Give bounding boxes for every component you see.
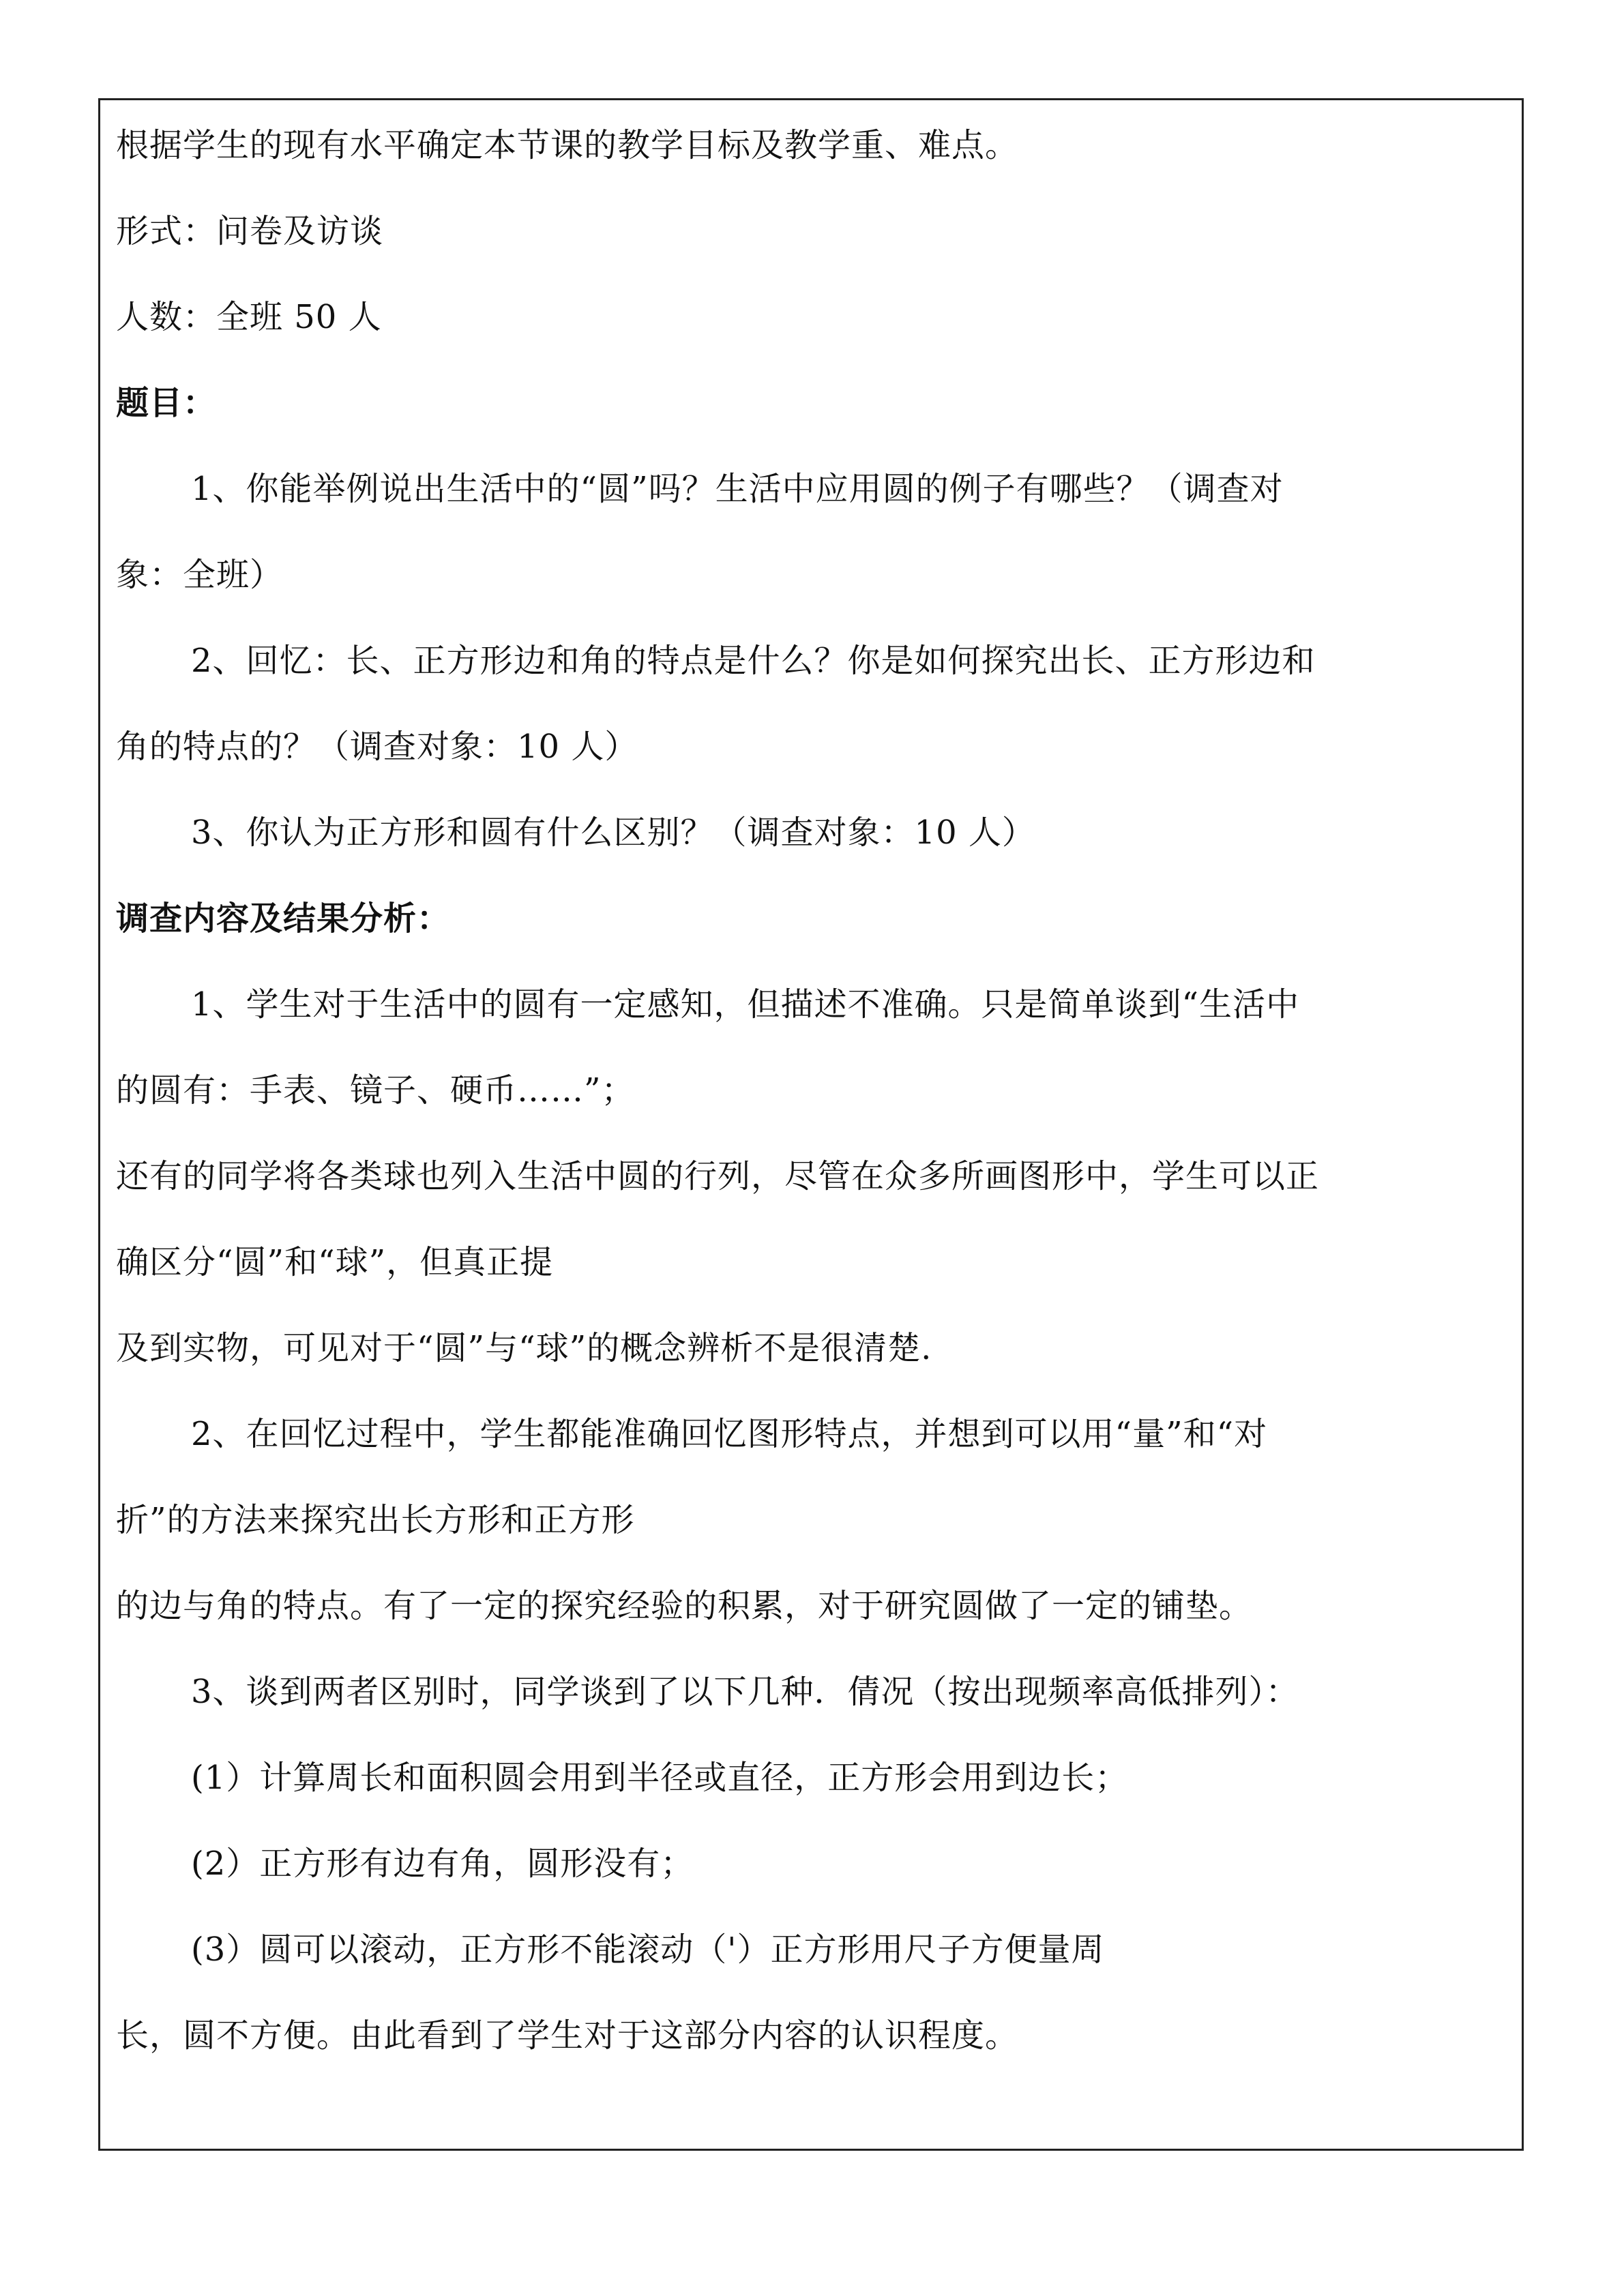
line-2: 形式：问卷及访谈 <box>116 212 384 250</box>
line-23: 长，圆不方便。由此看到了学生对于这部分内容的认识程度。 <box>116 2016 1019 2055</box>
line-12: 的圆有：手表、镜子、硬币……”； <box>116 1071 635 1109</box>
line-22: (3）圆可以滚动，正方形不能滚动（'）正方形用尺子方便量周 <box>191 1930 1105 1969</box>
line-14: 确区分“圆”和“球”，但真正提 <box>116 1243 554 1281</box>
line-18: 的边与角的特点。有了一定的探究经验的积累，对于研究圆做了一定的铺垫。 <box>116 1587 1253 1625</box>
line-19: 3、谈到两者区别时，同学谈到了以下几种．倩况（按出现频率高低排列）： <box>191 1673 1299 1711</box>
line-8: 角的特点的？（调查对象：10 人） <box>116 728 638 766</box>
line-17: 折”的方法来探究出长方形和正方形 <box>116 1501 635 1539</box>
line-20: (1）计算周长和面积圆会用到半径或直径，正方形会用到边长； <box>191 1759 1129 1797</box>
line-1: 根据学生的现有水平确定本节课的教学目标及教学重、难点。 <box>116 126 1019 164</box>
line-9: 3、你认为正方形和圆有什么区别？（调查对象：10 人） <box>191 814 1035 852</box>
line-3: 人数：全班 50 人 <box>116 298 382 336</box>
section-heading-analysis: 调查内容及结果分析： <box>116 899 451 938</box>
line-21: (2）正方形有边有角，圆形没有； <box>191 1845 694 1883</box>
line-6: 象：全班） <box>116 556 284 594</box>
document-body <box>116 102 1507 2078</box>
line-7: 2、回忆：长、正方形边和角的特点是什么？你是如何探究出长、正方形边和 <box>191 642 1316 680</box>
line-13: 还有的同学将各类球也列入生活中圆的行列，尽管在众多所画图形中，学生可以正 <box>116 1157 1320 1195</box>
section-heading-questions: 题目： <box>116 384 217 422</box>
line-5: 1、你能举例说出生活中的“圆”吗？生活中应用圆的例子有哪些？（调查对 <box>191 470 1284 508</box>
line-11: 1、学生对于生活中的圆有一定感知，但描述不准确。只是简单谈到“生活中 <box>191 985 1300 1024</box>
line-15: 及到实物，可见对于“圆”与“球”的概念辨析不是很清楚. <box>116 1329 932 1367</box>
line-16: 2、在回忆过程中，学生都能准确回忆图形特点，并想到可以用“量”和“对 <box>191 1415 1268 1453</box>
